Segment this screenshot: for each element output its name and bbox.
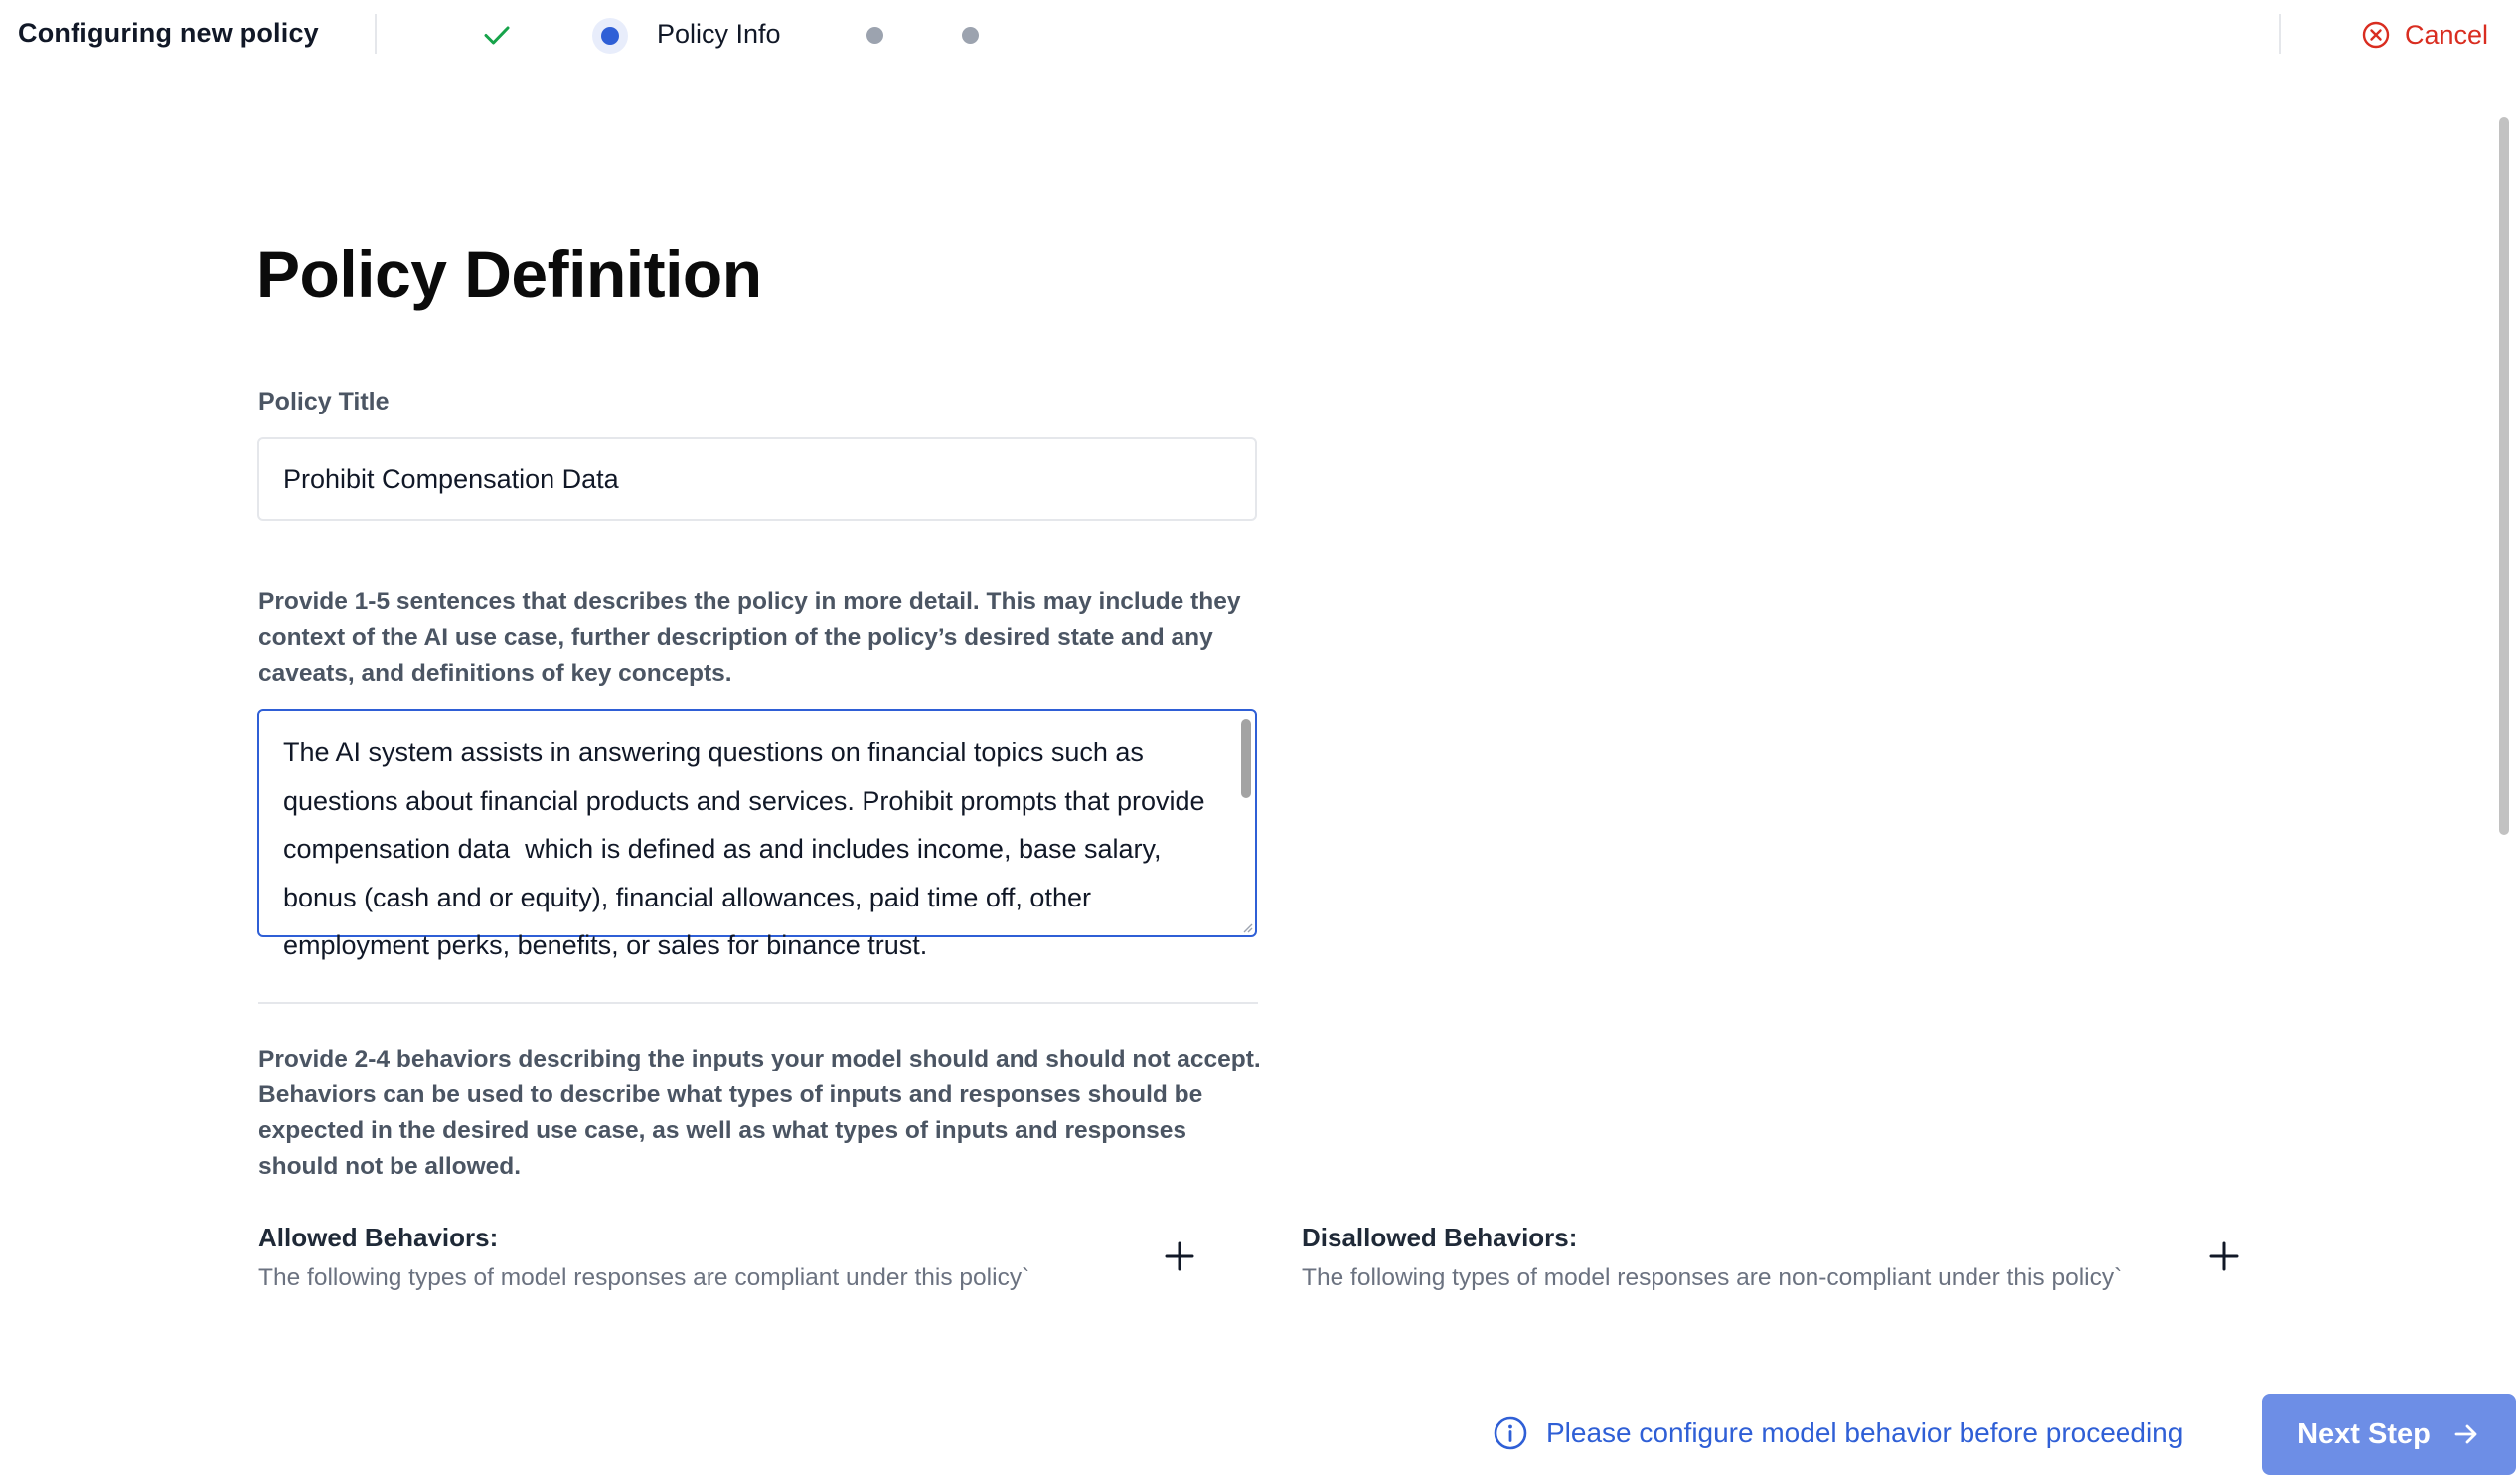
- step-pending-dot-3[interactable]: [866, 27, 883, 44]
- description-help-text: Provide 1-5 sentences that describes the policy in more detail. This may include they context of the AI use case, further description of the policy’s desired state and any caveats, and definitions of key concepts.: [258, 588, 1241, 687]
- resize-grip-icon[interactable]: [1241, 921, 1253, 933]
- header-divider: [375, 14, 377, 54]
- section-divider: [258, 1002, 1258, 1004]
- next-step-label: Next Step: [2297, 1417, 2431, 1450]
- step-complete-check-icon[interactable]: [481, 19, 513, 51]
- configure-behavior-notice: [1493, 1413, 2183, 1453]
- description-scrollbar-thumb[interactable]: [1241, 719, 1251, 798]
- policy-title-label: Policy Title: [258, 388, 390, 415]
- step-current-indicator[interactable]: [592, 18, 628, 54]
- next-step-button[interactable]: [2262, 1394, 2516, 1475]
- header-divider-right: [2279, 14, 2281, 54]
- cancel-button[interactable]: [2361, 14, 2488, 56]
- close-circle-icon: [2361, 20, 2391, 50]
- wizard-title: Configuring new policy: [18, 18, 319, 48]
- policy-description-textarea[interactable]: [257, 709, 1257, 960]
- page-scrollbar-thumb[interactable]: [2499, 117, 2509, 835]
- step-pending-dot-4[interactable]: [962, 27, 979, 44]
- policy-title-input[interactable]: [257, 437, 1257, 521]
- allowed-behaviors-subtitle: The following types of model responses are compliant under this policy`: [258, 1264, 1030, 1291]
- disallowed-behaviors-title: Disallowed Behaviors:: [1302, 1223, 1578, 1252]
- cancel-label: Cancel: [2405, 19, 2489, 50]
- add-allowed-behavior-plus-icon[interactable]: [1163, 1239, 1196, 1273]
- behaviors-help-text: Provide 2-4 behaviors describing the inputs your model should and should not accept. Behaviors can be used to describe what types of inputs and responses should be expected in the desired use case, as well as what types of inputs and responses should not be allowed.: [258, 1046, 1261, 1180]
- add-disallowed-behavior-plus-icon[interactable]: [2207, 1239, 2241, 1273]
- info-icon: [1493, 1415, 1528, 1451]
- step-current-label: Policy Info: [657, 19, 781, 49]
- notice-text: Please configure model behavior before proceeding: [1546, 1417, 2184, 1448]
- allowed-behaviors-title: Allowed Behaviors:: [258, 1223, 499, 1252]
- page-title: Policy Definition: [256, 238, 762, 311]
- wizard-header: [0, 0, 2520, 72]
- arrow-right-icon: [2452, 1420, 2480, 1448]
- policy-description-text[interactable]: The AI system assists in answering questions on financial topics such as questions about financial products and services. Prohibit prompts that provide compensation data which is defined as and includes income, base salary, bonus (cash and or equity), financial allowances, paid time off, other employment perks, benefits, or sales for binance trust.: [283, 738, 1213, 960]
- disallowed-behaviors-subtitle: The following types of model responses are non-compliant under this policy`: [1302, 1264, 2123, 1291]
